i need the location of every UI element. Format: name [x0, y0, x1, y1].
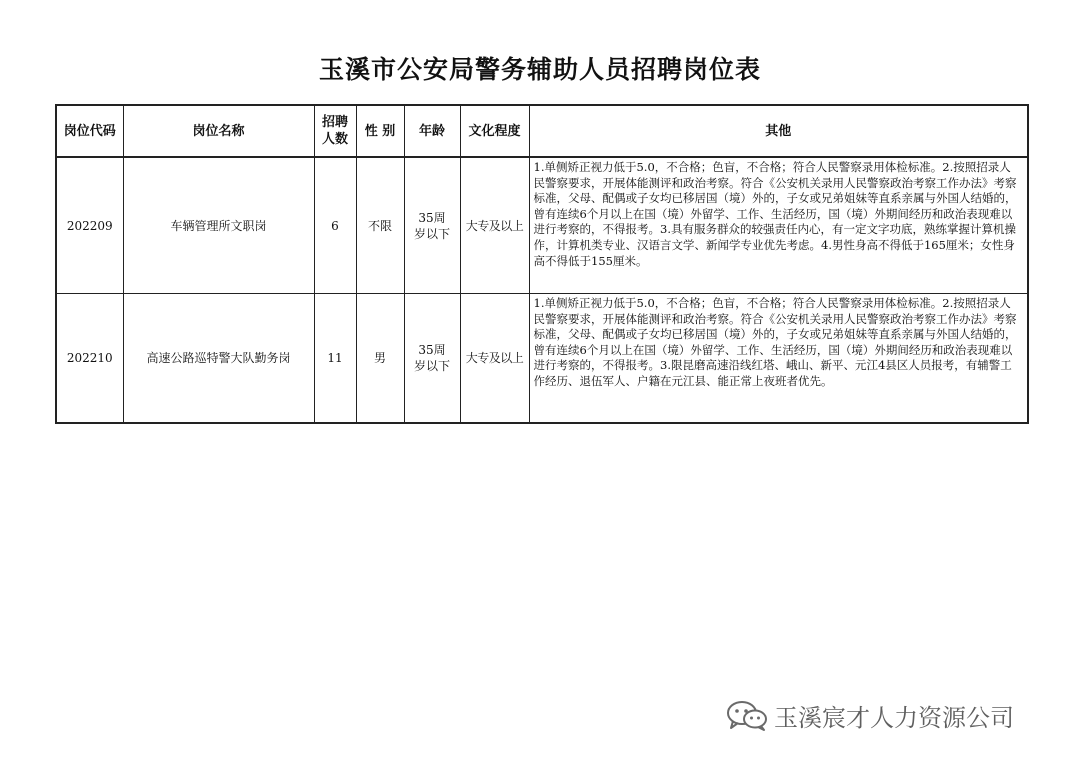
table-row	[56, 294, 1028, 424]
cell-other: 1.单侧矫正视力低于5.0，不合格；色盲，不合格；符合人民警察录用体检标准。2.按照招录人民警察要求，开展体能测评和政治考察。符合《公安机关录用人民警察政治考察工作办法》考察标准，父母、配偶或子女均已移居国（境）外的，子女或兄弟姐妹等直系亲属与外国人结婚的，曾有连续6个月以上在国（境）外留学、工作、生活经历，国（境）外期间经历和政治表现难以进行考察的，不得报考。3.具有服务群众的较强责任内心，有一定文字功底，熟练掌握计算机操作，计算机类专业、汉语言文学、新闻学专业优先考虑。4.男性身高不得低于165厘米；女性身高不得低于155厘米。	[529, 157, 1028, 294]
wechat-icon	[724, 698, 770, 732]
cell-code: 202210	[56, 294, 123, 424]
table-row	[56, 157, 1028, 294]
header-row	[56, 105, 1028, 157]
cell-education: 大专及以上	[460, 157, 529, 294]
cell-gender: 不限	[356, 157, 404, 294]
header-count	[314, 105, 356, 157]
cell-age-text: 35周岁以下	[413, 210, 450, 241]
header-count-text: 招聘人数	[321, 115, 348, 147]
header-education: 文化程度	[460, 105, 529, 157]
cell-age-text: 35周岁以下	[413, 343, 450, 373]
cell-age	[404, 157, 460, 294]
cell-count: 11	[314, 294, 356, 424]
header-other: 其他	[529, 105, 1028, 157]
cell-count: 6	[314, 157, 356, 294]
header-name: 岗位名称	[123, 105, 314, 157]
header-gender: 性 别	[356, 105, 404, 157]
header-age: 年龄	[404, 105, 460, 157]
cell-other: 1.单侧矫正视力低于5.0，不合格；色盲，不合格；符合人民警察录用体检标准。2.按照招录人民警察要求，开展体能测评和政治考察。符合《公安机关录用人民警察政治考察工作办法》考察标准，父母、配偶或子女均已移居国（境）外的，子女或兄弟姐妹等直系亲属与外国人结婚的，曾有连续6个月以上在国（境）外留学、工作、生活经历，国（境）外期间经历和政治表现难以进行考察的，不得报考。3.限昆磨高速沿线红塔、峨山、新平、元江4县区人员报考，有辅警工作经历、退伍军人、户籍在元江县、能正常上夜班者优先。	[529, 294, 1028, 424]
cell-name: 高速公路巡特警大队勤务岗	[123, 294, 314, 424]
cell-name: 车辆管理所文职岗	[123, 157, 314, 294]
page-title: 玉溪市公安局警务辅助人员招聘岗位表	[318, 55, 761, 84]
cell-education: 大专及以上	[460, 294, 529, 424]
watermark	[724, 697, 1014, 733]
cell-age	[404, 294, 460, 424]
header-code: 岗位代码	[56, 105, 123, 157]
watermark-text: 玉溪宸才人力资源公司	[774, 703, 1014, 732]
cell-gender: 男	[356, 294, 404, 424]
recruitment-table	[55, 104, 1029, 424]
cell-code: 202209	[56, 157, 123, 294]
